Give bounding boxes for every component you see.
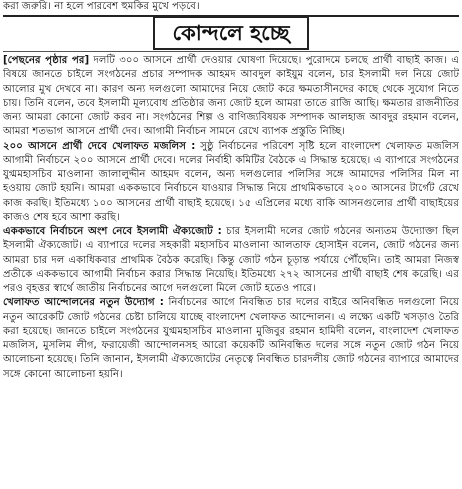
- continuation-lead: [পেছনের পৃষ্ঠার পর]: [3, 55, 90, 66]
- paragraph-text: নির্বাচনের আগে নিবন্ধিত চার দলের বাইরে অনিবন্ধিত দলগুলো নিয়ে নতুন আরেকটি জোট গঠনের চেষ্টা চালিয়ে যাচ্ছে বাংলাদেশ খেলাফত আন্দোলন। এ লক্ষ্যে একটি খসড়াও তৈরি করা হয়েছে। জানতে চাইলে সংগঠনের যুগ্মমহাসচিব মাওলানা মুজিবুর রহমান হামিদী বলেন, বাংলাদেশ খেলাফত মজলিস, মুসলিম লীগ, ফরায়েজী আন্দোলনসহ আরো কয়েকটি অনিবন্ধিত দলের সঙ্গে নতুন জোট গঠন নিয়ে আলোচনা হয়েছে। তিনি জানান, ইসলামী ঐক্যজোটের নেতৃত্বে নিবন্ধিত চারদলীয় জোট গঠনের ব্যাপারে আমাদের সঙ্গে কোনো আলোচনা হয়নি।: [3, 297, 459, 380]
- paragraph-khelafat-andolon: [3, 296, 459, 382]
- paragraph-khelafat-majlis: [3, 140, 459, 226]
- subhead-khelafat-majlis: ২০০ আসনে প্রার্থী দেবে খেলাফত মজলিস :: [3, 140, 196, 152]
- newspaper-clipping: [3, 0, 459, 489]
- paragraph-text: চার ইসলামী দলের জোট গঠনের অন্যতম উদ্যোক্তা ছিল ইসলামী ঐক্যজোট। এ ব্যাপারে দলের সহকারী মহাসচিব মাওলানা আলতাফ হোসাইন বলেন, জোট গঠনের জন্য আমরা চার দল একাধিকবার প্রাথমিক বৈঠক করেছি। কিন্তু জোট গঠন চূড়ান্ত পর্যায়ে পৌঁছেনি। তাই আমরা নিজস্ব প্রতীকে এককভাবে আগামী নির্বাচন করার সিদ্ধান্ত নিয়েছি। ইতিমধ্যে ২৭২ আসনের প্রার্থী বাছাই শেষ করেছি। এর পরও বৃহত্তর স্বার্থে জাতীয় নির্বাচনের আগে দলগুলো মিলে জোট হতেও পারে।: [3, 226, 459, 294]
- headline-box: [3, 15, 459, 52]
- subhead-khelafat-andolon: খেলাফত আন্দোলনের নতুন উদ্যোগ :: [3, 297, 164, 309]
- article-body: [3, 54, 459, 382]
- paragraph-oikya-jote: [3, 225, 459, 296]
- previous-article-tail: করা জরুরি। না হলে পারবেশ হুমকির মুখে পড়বে।: [3, 1, 200, 12]
- article-headline: কোন্দলে হচ্ছে: [153, 16, 310, 50]
- paragraph-continuation: [3, 54, 459, 140]
- paragraph-text: সুষ্ঠু নির্বাচনের পরিবেশ সৃষ্টি হলে বাংলাদেশ খেলাফত মজলিস আগামী নির্বাচনে ২০০ আসনে প্রার্থী দেবে। দলের নির্বাহী কমিটির বৈঠকে এ সিদ্ধান্ত হয়েছে। এ ব্যাপারে সংগঠনের যুগ্মমহাসচিব মাওলানা জালালুদ্দীন আহমদ বলেন, অন্য দলগুলোর পলিসির সঙ্গে আমাদের পলিসির মিল না হওয়ায় জোট হয়নি। আমরা এককভাবে নির্বাচনে যাওয়ার সিদ্ধান্ত নিয়ে প্রাথমিকভাবে ২০০ আসনের টার্গেট রেখে কাজ করছি। ইতিমধ্যে ১০০ আসনের প্রার্থী বাছাই হয়েছে। ১৫ এপ্রিলের মধ্যে বাকি আসনগুলোর প্রার্থী বাছাইয়ের কাজও শেষ হবে আশা করছি।: [3, 140, 459, 223]
- subhead-oikya-jote: এককভাবে নির্বাচনে অংশ নেবে ইসলামী ঐক্যজোট :: [3, 226, 222, 237]
- paragraph-text: দলটি ৩০০ আসনে প্রার্থী দেওয়ার ঘোষণা দিয়েছে। পুরোদমে চলছে প্রার্থী বাছাই কাজ। এ বিষয়ে জানতে চাইলে সংগঠনের প্রচার সম্পাদক আহমদ আবদুল কাইয়ুম বলেন, চার ইসলামী দল নিয়ে জোট আলোর মুখ দেখবে না। কারণ অন্য দলগুলো আমাদের নিয়ে জোট করে ক্ষমতাসীনদের কাছে থেকে সুযোগ নিতে চায়। তিনি বলেন, তবে ইসলামী মূল্যবোধ প্রতিষ্ঠার জন্য জোট হলে আমরা তাতে রাজি আছি। ক্ষমতার রাজনীতির জন্য আমরা কোনো জোট করব না। সংগঠনের শিল্প ও বাণিজ্যবিষয়ক সম্পাদক আলহাজ আবদুর রহমান বলেন, আমরা শতভাগ আসনে প্রার্থী দেব। আগামী নির্বাচন সামনে রেখে ব্যাপক প্রস্তুতি নিচ্ছি।: [3, 55, 459, 138]
